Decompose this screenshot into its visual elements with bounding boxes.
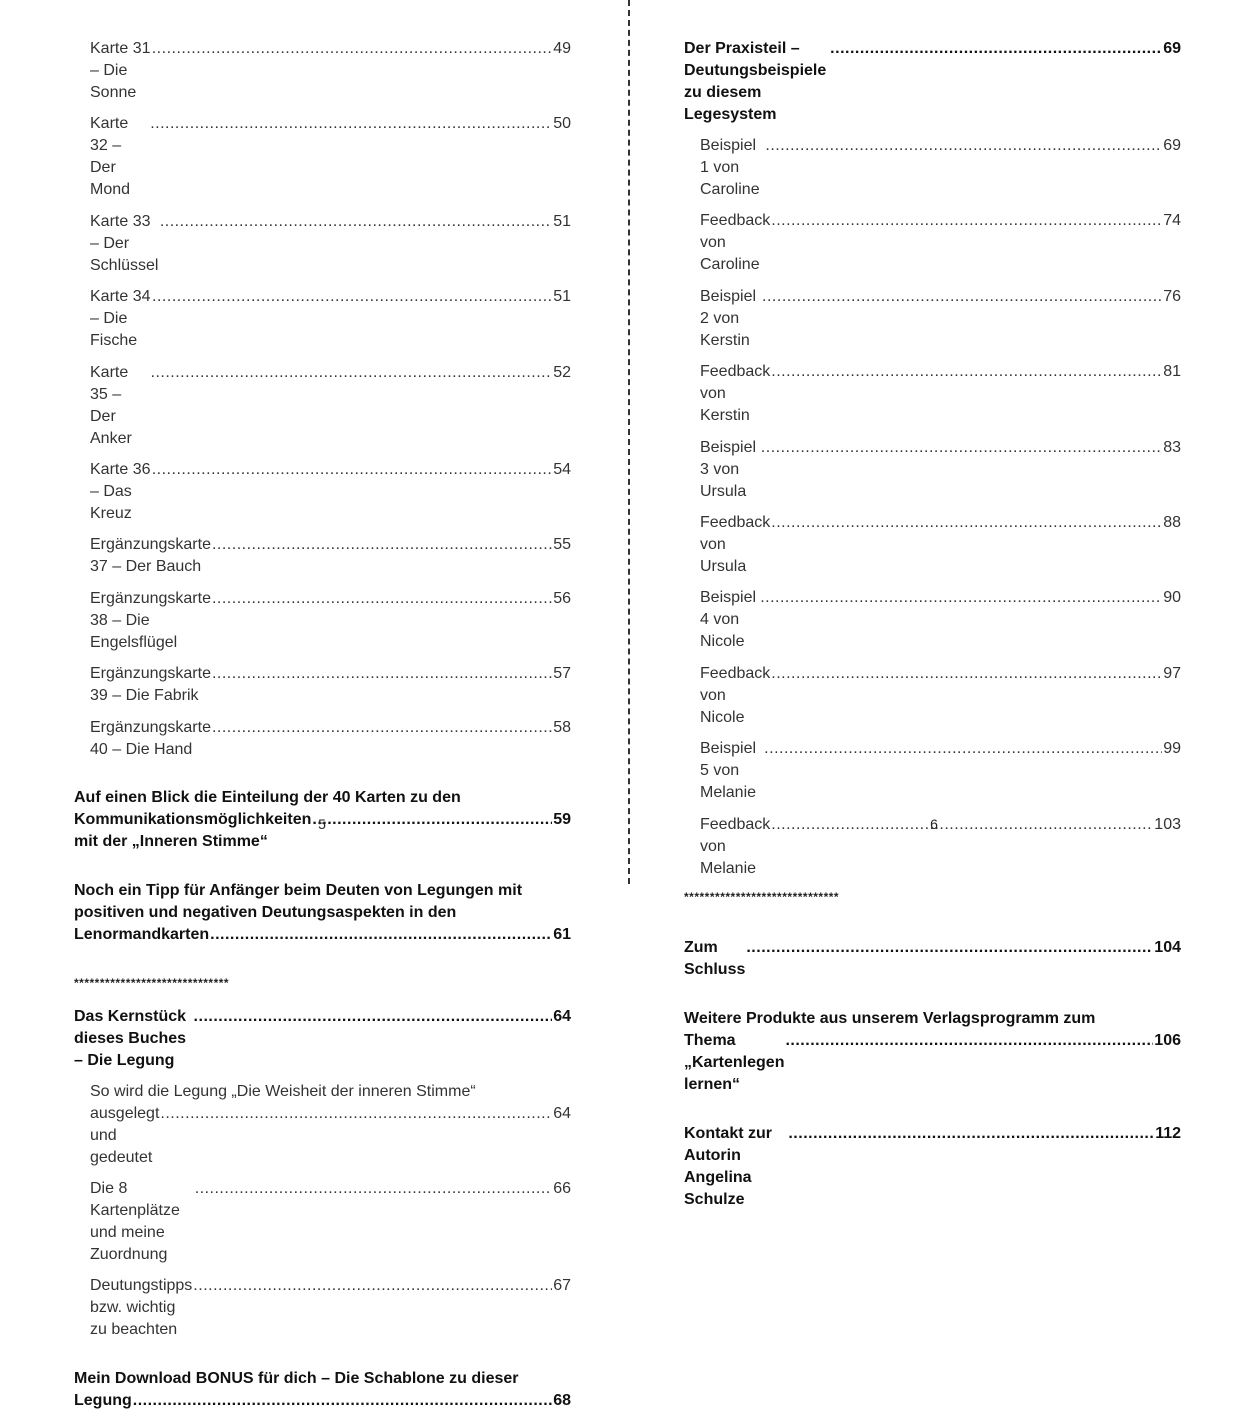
toc-entry[interactable]: Ergänzungskarte 38 – Die Engelsflügel ..... 56 [74,588,571,654]
toc-entry-produkte[interactable]: Weitere Produkte aus unserem Verlagsprogramm zum Thema „Kartenlegen lernen“ ..... 106 [684,1008,1181,1096]
toc-entry[interactable]: Feedback von Caroline ..... 74 [684,210,1181,276]
toc-entry[interactable]: Feedback von Kerstin ..... 81 [684,361,1181,427]
toc-entry[interactable]: Karte 34 – Die Fische ..... 51 [74,286,571,352]
toc-entry[interactable]: Beispiel 2 von Kerstin ..... 76 [684,286,1181,352]
toc-entry[interactable]: Karte 35 – Der Anker ..... 52 [74,362,571,450]
toc-entry-sub-legung[interactable]: So wird die Legung „Die Weisheit der inneren Stimme“ ausgelegt und gedeutet ..... 64 [74,1081,571,1169]
toc-entry[interactable]: Beispiel 3 von Ursula ..... 83 [684,437,1181,503]
toc-entry[interactable]: Beispiel 5 von Melanie ..... 99 [684,738,1181,804]
toc-left [74,38,571,1412]
toc-entry-praxis[interactable]: Der Praxisteil – Deutungsbeispiele zu diesem Legesystem ..... 69 [684,38,1181,126]
toc-entry[interactable]: Beispiel 4 von Nicole ..... 90 [684,587,1181,653]
page-number: 6 [930,816,938,832]
left-page [0,0,628,1409]
toc-entry-tipp[interactable]: Noch ein Tipp für Anfänger beim Deuten von Legungen mit positiven und negativen Deutungsaspekten in den Lenormandkarten ..... 61 [74,880,571,946]
toc-entry[interactable]: Karte 33 – Der Schlüssel ..... 51 [74,211,571,277]
separator-stars: ****************************** [684,889,840,904]
toc-entry[interactable]: Feedback von Nicole ..... 97 [684,663,1181,729]
toc-entry[interactable]: Ergänzungskarte 39 – Die Fabrik ..... 57 [74,663,571,707]
toc-entry-kontakt[interactable]: Kontakt zur Autorin Angelina Schulze ..... 112 [684,1123,1181,1211]
toc-entry[interactable]: Karte 36 – Das Kreuz ..... 54 [74,459,571,525]
toc-entry[interactable]: Die 8 Kartenplätze und meine Zuordnung ..... 66 [74,1178,571,1266]
toc-entry[interactable]: Beispiel 1 von Caroline ..... 69 [684,135,1181,201]
toc-right [684,38,1181,1211]
separator-stars: ****************************** [74,975,230,990]
toc-entry[interactable]: Karte 32 – Der Mond ..... 50 [74,113,571,201]
toc-entry[interactable]: Ergänzungskarte 40 – Die Hand ..... 58 [74,717,571,761]
toc-entry-blick[interactable]: Auf einen Blick die Einteilung der 40 Karten zu den Kommunikationsmöglichkeiten mit der „Inneren Stimme“ ..... 59 [74,787,571,853]
toc-entry[interactable]: Karte 31 – Die Sonne ..... 49 [74,38,571,104]
page-number: 5 [318,816,326,832]
toc-entry[interactable]: Feedback von Ursula ..... 88 [684,512,1181,578]
toc-entry[interactable]: Ergänzungskarte 37 – Der Bauch ..... 55 [74,534,571,578]
toc-entry[interactable]: Deutungstipps bzw. wichtig zu beachten ..... 67 [74,1275,571,1341]
right-page [630,0,1255,1208]
toc-entry-schluss[interactable]: Zum Schluss ..... 104 [684,937,1181,981]
toc-entry-kernstueck[interactable]: Das Kernstück dieses Buches – Die Legung ..... 64 [74,1006,571,1072]
toc-entry-bonus[interactable]: Mein Download BONUS für dich – Die Schablone zu dieser Legung ..... 68 [74,1368,571,1412]
toc-entry[interactable]: Feedback von Melanie ..... 103 [684,814,1181,880]
